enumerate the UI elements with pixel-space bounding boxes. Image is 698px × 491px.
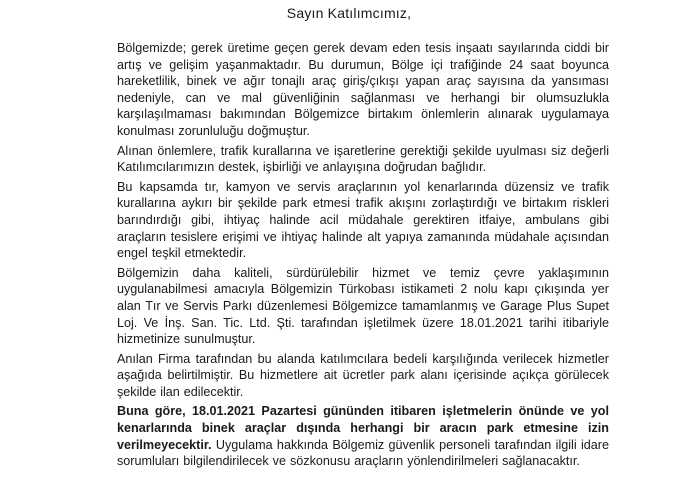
paragraph-6-rest: Uygulama hakkında Bölgemiz güvenlik personeli tarafından ilgili idare sorumluları bilgilendirilecek ve sözkonusu araçların yönlendirilmeleri sağlanacaktır. (117, 437, 609, 469)
paragraph-6 (117, 403, 609, 469)
document-body (117, 40, 609, 473)
salutation: Sayın Katılımcımız, (286, 5, 412, 21)
paragraph-4: Bölgemizin daha kaliteli, sürdürülebilir hizmet ve temiz çevre yaklaşımının uygulanabilmesi amacıyla Bölgemizin Türkobası istikameti 2 nolu kapı çıkışında yer alan Tır ve Servis Parkı düzenlemesi Bölgemizce tamamlanmış ve Garage Plus Supet Loj. Ve İnş. San. Tic. Ltd. Şti. tarafından işletilmek üzere 18.01.2021 tarihi itibariyle hizmetinize sunulmuştur. (117, 265, 609, 347)
paragraph-1: Bölgemizde; gerek üretime geçen gerek devam eden tesis inşaatı sayılarında ciddi bir artış ve gelişim yaşanmaktadır. Bu durumun, Bölge içi trafiğinde 24 saat boyunca hareketlilik, binek ve ağır tonajlı araç giriş/çıkışı yapan araç sayısına da yansıması nedeniyle, can ve mal güvenliğinin sağlanması ve herhangi bir olumsuzlukla karşılaşılmaması bakımından Bölgemizce birtakım önlemlerin alınarak uygulamaya konulması zorunluluğu doğmuştur. (117, 41, 609, 138)
paragraph-3: Bu kapsamda tır, kamyon ve servis araçlarının yol kenarlarında düzensiz ve trafik kurallarına aykırı bir şekilde park etmesi trafik akışını zorlaştırdığı ve birtakım riskleri barındırdığı gibi, ihtiyaç halinde acil müdahale gerektiren itfaiye, ambulans gibi araçların tesislere erişimi ve ihtiyaç halinde alt yapıya zamanında müdahale açısından engel teşkil etmektedir. (117, 179, 609, 261)
paragraph-5: Anılan Firma tarafından bu alanda katılımcılara bedeli karşılığında verilecek hizmetler aşağıda belirtilmiştir. Bu hizmetlere ait ücretler park alanı içerisinde açıkça görülecek şekilde ilan edilecektir. (117, 351, 609, 399)
paragraph-2: Alınan önlemlere, trafik kurallarına ve işaretlerine gerektiği şekilde uyulması siz değerli Katılımcılarımızın destek, işbirliği ve anlayışına doğrudan bağlıdır. (117, 143, 609, 175)
paragraph-6-bold: Buna göre, 18.01.2021 Pazartesi gününden itibaren işletmelerin önünde ve yol kenarlarında binek araçlar dışında herhangi bir aracın park etmesine izin verilmeyecektir. (117, 404, 609, 452)
